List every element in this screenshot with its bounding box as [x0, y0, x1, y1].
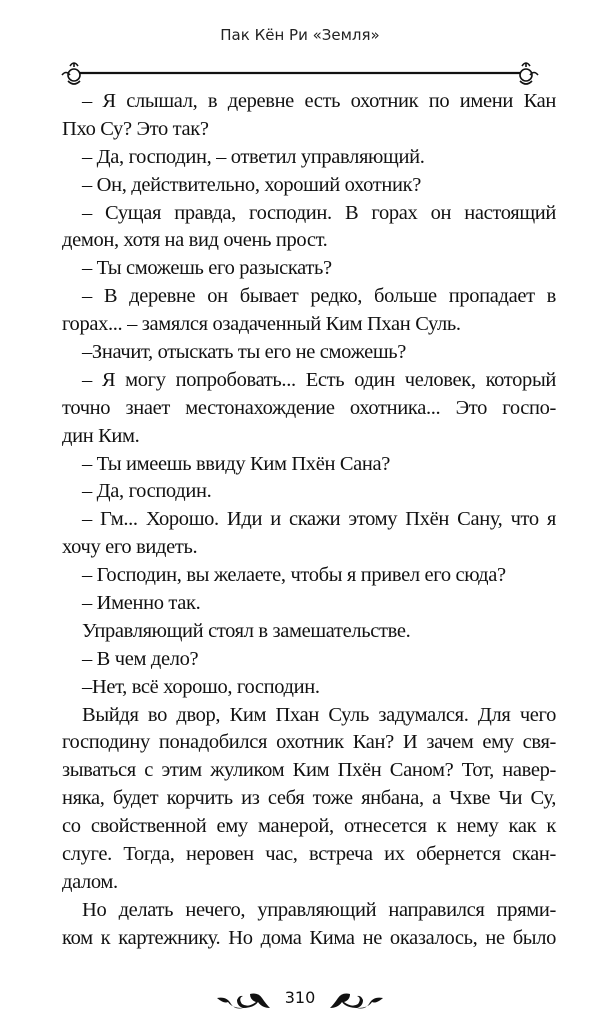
text-line: – Я слышал, в деревне есть охотник по имени Кан: [82, 90, 556, 112]
text-line: – Господин, вы желаете, чтобы я привел его сюда?: [82, 564, 506, 587]
text-line: – В деревне он бывает редко, больше пропадает в: [82, 285, 556, 308]
text-line: –Нет, всё хорошо, господин.: [82, 675, 320, 698]
floral-ornament-right-icon: [329, 988, 385, 1014]
text-line: Пхо Су? Это так?: [62, 117, 209, 140]
text-line: – В чем дело?: [82, 647, 199, 670]
text-line: – Сущая правда, господин. В горах он настоящий: [82, 201, 556, 224]
text-line: – Именно так.: [82, 592, 201, 615]
body-text: [62, 88, 556, 953]
page-number: 310: [284, 988, 316, 1007]
text-line: слуге. Тогда, неровен час, встреча их обернется скан-: [62, 843, 556, 866]
text-line: демон, хотя на вид очень прост.: [62, 229, 328, 252]
text-line: горах... – замялся озадаченный Ким Пхан Суль.: [62, 313, 461, 336]
text-line: – Гм... Хорошо. Иди и скажи этому Пхён Сану, что я: [82, 508, 556, 531]
running-header: Пак Кён Ри «Земля»: [220, 26, 380, 44]
text-line: – Я могу попробовать... Есть один человек, который: [82, 368, 556, 391]
text-line: – Ты сможешь его разыскать?: [82, 257, 332, 280]
text-line: точно знает местонахождение охотника... Это госпо-: [62, 396, 556, 419]
flourish-right-icon: [520, 63, 538, 84]
text-line: Управляющий стоял в замешательстве.: [82, 619, 411, 642]
text-line: – Ты имеешь ввиду Ким Пхён Сана?: [82, 452, 391, 475]
text-line: со свойственной ему манерой, отнесется к нему как к: [62, 815, 556, 838]
text-line: – Да, господин, – ответил управляющий.: [82, 145, 425, 168]
text-line: Но делать нечего, управляющий направился прями-: [82, 898, 556, 921]
text-line: далом.: [62, 870, 118, 893]
text-line: хочу его видеть.: [62, 536, 198, 559]
text-line: –Значит, отыскать ты его не сможешь?: [82, 341, 407, 364]
flourish-left-icon: [62, 63, 80, 84]
text-line: дин Ким.: [62, 424, 140, 447]
text-line: няка, будет корчить из себя тоже янбана, а Чхве Чи Су,: [62, 787, 556, 810]
text-line: – Да, господин.: [82, 480, 212, 503]
text-line: – Он, действительно, хороший охотник?: [82, 173, 421, 196]
page-footer: [0, 982, 600, 1022]
text-line: ком к картежнику. Но дома Кима не оказалось, не было: [62, 926, 556, 949]
text-line: зываться с этим жуликом Ким Пхён Саном? Тот, навер-: [62, 759, 556, 782]
text-line: Выйдя во двор, Ким Пхан Суль задумался. Для чего: [82, 703, 556, 726]
ornamental-divider: [58, 58, 542, 88]
text-line: господину понадобился охотник Кан? И зачем ему свя-: [62, 731, 556, 754]
